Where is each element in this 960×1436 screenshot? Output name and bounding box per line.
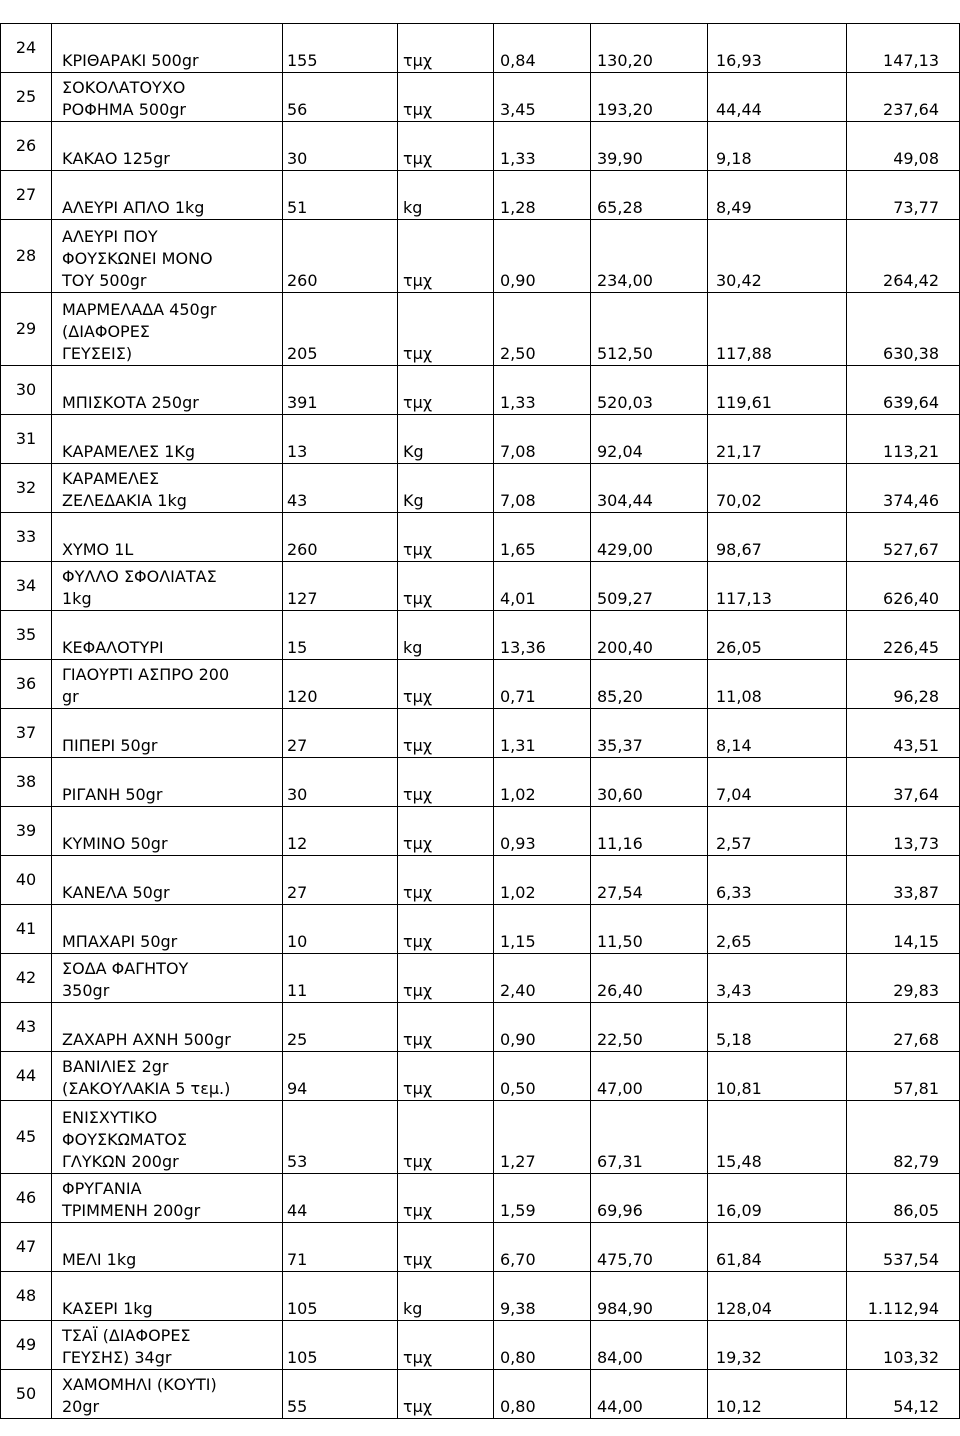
- unit-price: 4,01: [494, 562, 591, 611]
- table-row: [1, 513, 960, 562]
- total-amount: 54,12: [847, 1370, 960, 1419]
- net-amount: 234,00: [591, 220, 708, 293]
- total-amount: 226,45: [847, 611, 960, 660]
- net-amount: 47,00: [591, 1052, 708, 1101]
- vat-amount: 117,13: [708, 562, 847, 611]
- unit-price: 1,27: [494, 1101, 591, 1174]
- net-amount: 35,37: [591, 709, 708, 758]
- unit: τμχ: [398, 1052, 494, 1101]
- total-amount: 57,81: [847, 1052, 960, 1101]
- unit-price: 0,93: [494, 807, 591, 856]
- total-amount: 626,40: [847, 562, 960, 611]
- vat-amount: 6,33: [708, 856, 847, 905]
- row-number: 34: [1, 562, 52, 611]
- unit: τμχ: [398, 73, 494, 122]
- unit-price: 1,59: [494, 1174, 591, 1223]
- quantity: 10: [283, 905, 398, 954]
- row-number: 46: [1, 1174, 52, 1223]
- vat-amount: 30,42: [708, 220, 847, 293]
- total-amount: 43,51: [847, 709, 960, 758]
- table-row: [1, 171, 960, 220]
- net-amount: 26,40: [591, 954, 708, 1003]
- row-number: 32: [1, 464, 52, 513]
- total-amount: 1.112,94: [847, 1272, 960, 1321]
- vat-amount: 26,05: [708, 611, 847, 660]
- quantity: 120: [283, 660, 398, 709]
- product-name: ΠΙΠΕΡΙ 50gr: [52, 709, 283, 758]
- quantity: 51: [283, 171, 398, 220]
- net-amount: 304,44: [591, 464, 708, 513]
- unit: kg: [398, 171, 494, 220]
- vat-amount: 11,08: [708, 660, 847, 709]
- total-amount: 73,77: [847, 171, 960, 220]
- product-name: ΤΣΑΪ (ΔΙΑΦΟΡΕΣ ΓΕΥΣΗΣ) 34gr: [52, 1321, 283, 1370]
- quantity: 127: [283, 562, 398, 611]
- vat-amount: 2,57: [708, 807, 847, 856]
- net-amount: 11,50: [591, 905, 708, 954]
- table-row: [1, 366, 960, 415]
- unit-price: 3,45: [494, 73, 591, 122]
- vat-amount: 15,48: [708, 1101, 847, 1174]
- vat-amount: 2,65: [708, 905, 847, 954]
- table-row: [1, 220, 960, 293]
- quantity: 12: [283, 807, 398, 856]
- quantity: 27: [283, 856, 398, 905]
- row-number: 49: [1, 1321, 52, 1370]
- quantity: 94: [283, 1052, 398, 1101]
- quantity: 15: [283, 611, 398, 660]
- product-name: ΜΠΙΣΚΟΤΑ 250gr: [52, 366, 283, 415]
- vat-amount: 128,04: [708, 1272, 847, 1321]
- vat-amount: 21,17: [708, 415, 847, 464]
- product-name: ΜΠΑΧΑΡΙ 50gr: [52, 905, 283, 954]
- net-amount: 92,04: [591, 415, 708, 464]
- vat-amount: 10,81: [708, 1052, 847, 1101]
- row-number: 43: [1, 1003, 52, 1052]
- unit: τμχ: [398, 660, 494, 709]
- net-amount: 509,27: [591, 562, 708, 611]
- total-amount: 33,87: [847, 856, 960, 905]
- unit-price: 2,40: [494, 954, 591, 1003]
- row-number: 28: [1, 220, 52, 293]
- total-amount: 147,13: [847, 24, 960, 73]
- total-amount: 14,15: [847, 905, 960, 954]
- vat-amount: 8,49: [708, 171, 847, 220]
- row-number: 33: [1, 513, 52, 562]
- vat-amount: 119,61: [708, 366, 847, 415]
- total-amount: 113,21: [847, 415, 960, 464]
- table-row: [1, 1370, 960, 1419]
- unit: τμχ: [398, 758, 494, 807]
- quantity: 155: [283, 24, 398, 73]
- row-number: 27: [1, 171, 52, 220]
- unit-price: 1,31: [494, 709, 591, 758]
- net-amount: 130,20: [591, 24, 708, 73]
- net-amount: 69,96: [591, 1174, 708, 1223]
- table-row: [1, 807, 960, 856]
- unit-price: 1,15: [494, 905, 591, 954]
- quantity: 56: [283, 73, 398, 122]
- row-number: 26: [1, 122, 52, 171]
- total-amount: 82,79: [847, 1101, 960, 1174]
- unit: τμχ: [398, 562, 494, 611]
- table-row: [1, 415, 960, 464]
- vat-amount: 16,09: [708, 1174, 847, 1223]
- table-row: [1, 709, 960, 758]
- quantity: 260: [283, 220, 398, 293]
- unit: τμχ: [398, 709, 494, 758]
- unit-price: 7,08: [494, 464, 591, 513]
- unit: τμχ: [398, 122, 494, 171]
- row-number: 48: [1, 1272, 52, 1321]
- total-amount: 29,83: [847, 954, 960, 1003]
- net-amount: 27,54: [591, 856, 708, 905]
- unit: τμχ: [398, 1223, 494, 1272]
- total-amount: 527,67: [847, 513, 960, 562]
- row-number: 39: [1, 807, 52, 856]
- table-row: [1, 611, 960, 660]
- product-name: ΜΕΛΙ 1kg: [52, 1223, 283, 1272]
- unit-price: 13,36: [494, 611, 591, 660]
- quantity: 105: [283, 1272, 398, 1321]
- product-name: ΚΑΡΑΜΕΛΕΣ ΖΕΛΕΔΑΚΙΑ 1kg: [52, 464, 283, 513]
- table-row: [1, 1052, 960, 1101]
- unit-price: 1,02: [494, 758, 591, 807]
- product-name: ΡΙΓΑΝΗ 50gr: [52, 758, 283, 807]
- quantity: 53: [283, 1101, 398, 1174]
- unit: τμχ: [398, 1101, 494, 1174]
- unit: τμχ: [398, 366, 494, 415]
- vat-amount: 98,67: [708, 513, 847, 562]
- product-name: ΖΑΧΑΡΗ ΑΧΝΗ 500gr: [52, 1003, 283, 1052]
- row-number: 41: [1, 905, 52, 954]
- total-amount: 374,46: [847, 464, 960, 513]
- vat-amount: 19,32: [708, 1321, 847, 1370]
- quantity: 55: [283, 1370, 398, 1419]
- total-amount: 37,64: [847, 758, 960, 807]
- row-number: 24: [1, 24, 52, 73]
- net-amount: 65,28: [591, 171, 708, 220]
- total-amount: 86,05: [847, 1174, 960, 1223]
- vat-amount: 70,02: [708, 464, 847, 513]
- row-number: 25: [1, 73, 52, 122]
- product-name: ΚΑΝΕΛΑ 50gr: [52, 856, 283, 905]
- row-number: 37: [1, 709, 52, 758]
- unit: kg: [398, 1272, 494, 1321]
- quantity: 205: [283, 293, 398, 366]
- net-amount: 193,20: [591, 73, 708, 122]
- unit-price: 0,50: [494, 1052, 591, 1101]
- unit-price: 6,70: [494, 1223, 591, 1272]
- unit-price: 1,33: [494, 366, 591, 415]
- row-number: 50: [1, 1370, 52, 1419]
- net-amount: 475,70: [591, 1223, 708, 1272]
- row-number: 35: [1, 611, 52, 660]
- product-name: ΑΛΕΥΡΙ ΑΠΛΟ 1kg: [52, 171, 283, 220]
- row-number: 38: [1, 758, 52, 807]
- unit: τμχ: [398, 905, 494, 954]
- net-amount: 22,50: [591, 1003, 708, 1052]
- unit: Kg: [398, 415, 494, 464]
- unit-price: 0,80: [494, 1370, 591, 1419]
- table-row: [1, 856, 960, 905]
- total-amount: 96,28: [847, 660, 960, 709]
- vat-amount: 16,93: [708, 24, 847, 73]
- net-amount: 67,31: [591, 1101, 708, 1174]
- product-name: ΣΟΔΑ ΦΑΓΗΤΟΥ 350gr: [52, 954, 283, 1003]
- unit: τμχ: [398, 807, 494, 856]
- product-name: ΜΑΡΜΕΛΑΔΑ 450gr (ΔΙΑΦΟΡΕΣ ΓΕΥΣΕΙΣ): [52, 293, 283, 366]
- product-name: ΓΙΑΟΥΡΤΙ ΑΣΠΡΟ 200 gr: [52, 660, 283, 709]
- unit-price: 0,80: [494, 1321, 591, 1370]
- product-name: ΚΥΜΙΝΟ 50gr: [52, 807, 283, 856]
- total-amount: 103,32: [847, 1321, 960, 1370]
- unit-price: 0,71: [494, 660, 591, 709]
- net-amount: 520,03: [591, 366, 708, 415]
- total-amount: 537,54: [847, 1223, 960, 1272]
- unit-price: 1,02: [494, 856, 591, 905]
- row-number: 42: [1, 954, 52, 1003]
- vat-amount: 9,18: [708, 122, 847, 171]
- unit: τμχ: [398, 24, 494, 73]
- quantity: 30: [283, 122, 398, 171]
- total-amount: 13,73: [847, 807, 960, 856]
- unit-price: 0,90: [494, 1003, 591, 1052]
- product-name: ΚΡΙΘΑΡΑΚΙ 500gr: [52, 24, 283, 73]
- product-name: ΣΟΚΟΛΑΤΟΥΧΟ ΡΟΦΗΜΑ 500gr: [52, 73, 283, 122]
- total-amount: 237,64: [847, 73, 960, 122]
- unit-price: 0,90: [494, 220, 591, 293]
- table-row: [1, 293, 960, 366]
- vat-amount: 5,18: [708, 1003, 847, 1052]
- vat-amount: 44,44: [708, 73, 847, 122]
- total-amount: 49,08: [847, 122, 960, 171]
- total-amount: 630,38: [847, 293, 960, 366]
- vat-amount: 8,14: [708, 709, 847, 758]
- vat-amount: 7,04: [708, 758, 847, 807]
- table-row: [1, 1003, 960, 1052]
- table-row: [1, 758, 960, 807]
- product-name: ΚΕΦΑΛΟΤΥΡΙ: [52, 611, 283, 660]
- table-row: [1, 122, 960, 171]
- product-name: ΚΑΣΕΡΙ 1kg: [52, 1272, 283, 1321]
- net-amount: 200,40: [591, 611, 708, 660]
- unit: τμχ: [398, 856, 494, 905]
- vat-amount: 10,12: [708, 1370, 847, 1419]
- quantity: 11: [283, 954, 398, 1003]
- row-number: 30: [1, 366, 52, 415]
- row-number: 29: [1, 293, 52, 366]
- product-name: ΦΥΛΛΟ ΣΦΟΛΙΑΤΑΣ 1kg: [52, 562, 283, 611]
- table-row: [1, 660, 960, 709]
- table-row: [1, 1272, 960, 1321]
- row-number: 47: [1, 1223, 52, 1272]
- table-row: [1, 954, 960, 1003]
- price-table-body: [1, 24, 960, 1419]
- unit: τμχ: [398, 513, 494, 562]
- unit: τμχ: [398, 1174, 494, 1223]
- table-row: [1, 73, 960, 122]
- quantity: 25: [283, 1003, 398, 1052]
- net-amount: 512,50: [591, 293, 708, 366]
- product-name: ΒΑΝΙΛΙΕΣ 2gr (ΣΑΚΟΥΛΑΚΙΑ 5 τεμ.): [52, 1052, 283, 1101]
- price-table: [0, 23, 960, 1419]
- unit-price: 1,28: [494, 171, 591, 220]
- quantity: 27: [283, 709, 398, 758]
- product-name: ΑΛΕΥΡΙ ΠΟΥ ΦΟΥΣΚΩΝΕΙ ΜΟΝΟ ΤΟΥ 500gr: [52, 220, 283, 293]
- net-amount: 11,16: [591, 807, 708, 856]
- table-row: [1, 464, 960, 513]
- unit: kg: [398, 611, 494, 660]
- unit: τμχ: [398, 954, 494, 1003]
- table-row: [1, 562, 960, 611]
- product-name: ΚΑΚΑΟ 125gr: [52, 122, 283, 171]
- net-amount: 85,20: [591, 660, 708, 709]
- total-amount: 639,64: [847, 366, 960, 415]
- product-name: ΧΑΜΟΜΗΛΙ (ΚΟΥΤΙ) 20gr: [52, 1370, 283, 1419]
- unit-price: 2,50: [494, 293, 591, 366]
- quantity: 44: [283, 1174, 398, 1223]
- unit-price: 1,65: [494, 513, 591, 562]
- row-number: 31: [1, 415, 52, 464]
- product-name: ΦΡΥΓΑΝΙΑ ΤΡΙΜΜΕΝΗ 200gr: [52, 1174, 283, 1223]
- net-amount: 429,00: [591, 513, 708, 562]
- net-amount: 984,90: [591, 1272, 708, 1321]
- table-row: [1, 1223, 960, 1272]
- product-name: ΚΑΡΑΜΕΛΕΣ 1Kg: [52, 415, 283, 464]
- table-row: [1, 24, 960, 73]
- product-name: ΧΥΜΟ 1L: [52, 513, 283, 562]
- quantity: 43: [283, 464, 398, 513]
- net-amount: 44,00: [591, 1370, 708, 1419]
- table-row: [1, 1101, 960, 1174]
- total-amount: 264,42: [847, 220, 960, 293]
- unit-price: 1,33: [494, 122, 591, 171]
- table-row: [1, 905, 960, 954]
- unit: τμχ: [398, 220, 494, 293]
- table-row: [1, 1321, 960, 1370]
- unit: τμχ: [398, 1003, 494, 1052]
- quantity: 13: [283, 415, 398, 464]
- unit-price: 0,84: [494, 24, 591, 73]
- row-number: 36: [1, 660, 52, 709]
- quantity: 105: [283, 1321, 398, 1370]
- unit-price: 9,38: [494, 1272, 591, 1321]
- net-amount: 30,60: [591, 758, 708, 807]
- net-amount: 39,90: [591, 122, 708, 171]
- quantity: 260: [283, 513, 398, 562]
- quantity: 71: [283, 1223, 398, 1272]
- net-amount: 84,00: [591, 1321, 708, 1370]
- unit-price: 7,08: [494, 415, 591, 464]
- vat-amount: 117,88: [708, 293, 847, 366]
- row-number: 45: [1, 1101, 52, 1174]
- table-row: [1, 1174, 960, 1223]
- quantity: 391: [283, 366, 398, 415]
- unit: τμχ: [398, 1321, 494, 1370]
- vat-amount: 3,43: [708, 954, 847, 1003]
- unit: τμχ: [398, 293, 494, 366]
- quantity: 30: [283, 758, 398, 807]
- unit: τμχ: [398, 1370, 494, 1419]
- row-number: 44: [1, 1052, 52, 1101]
- product-name: ΕΝΙΣΧΥΤΙΚΟ ΦΟΥΣΚΩΜΑΤΟΣ ΓΛΥΚΩΝ 200gr: [52, 1101, 283, 1174]
- vat-amount: 61,84: [708, 1223, 847, 1272]
- unit: Kg: [398, 464, 494, 513]
- total-amount: 27,68: [847, 1003, 960, 1052]
- row-number: 40: [1, 856, 52, 905]
